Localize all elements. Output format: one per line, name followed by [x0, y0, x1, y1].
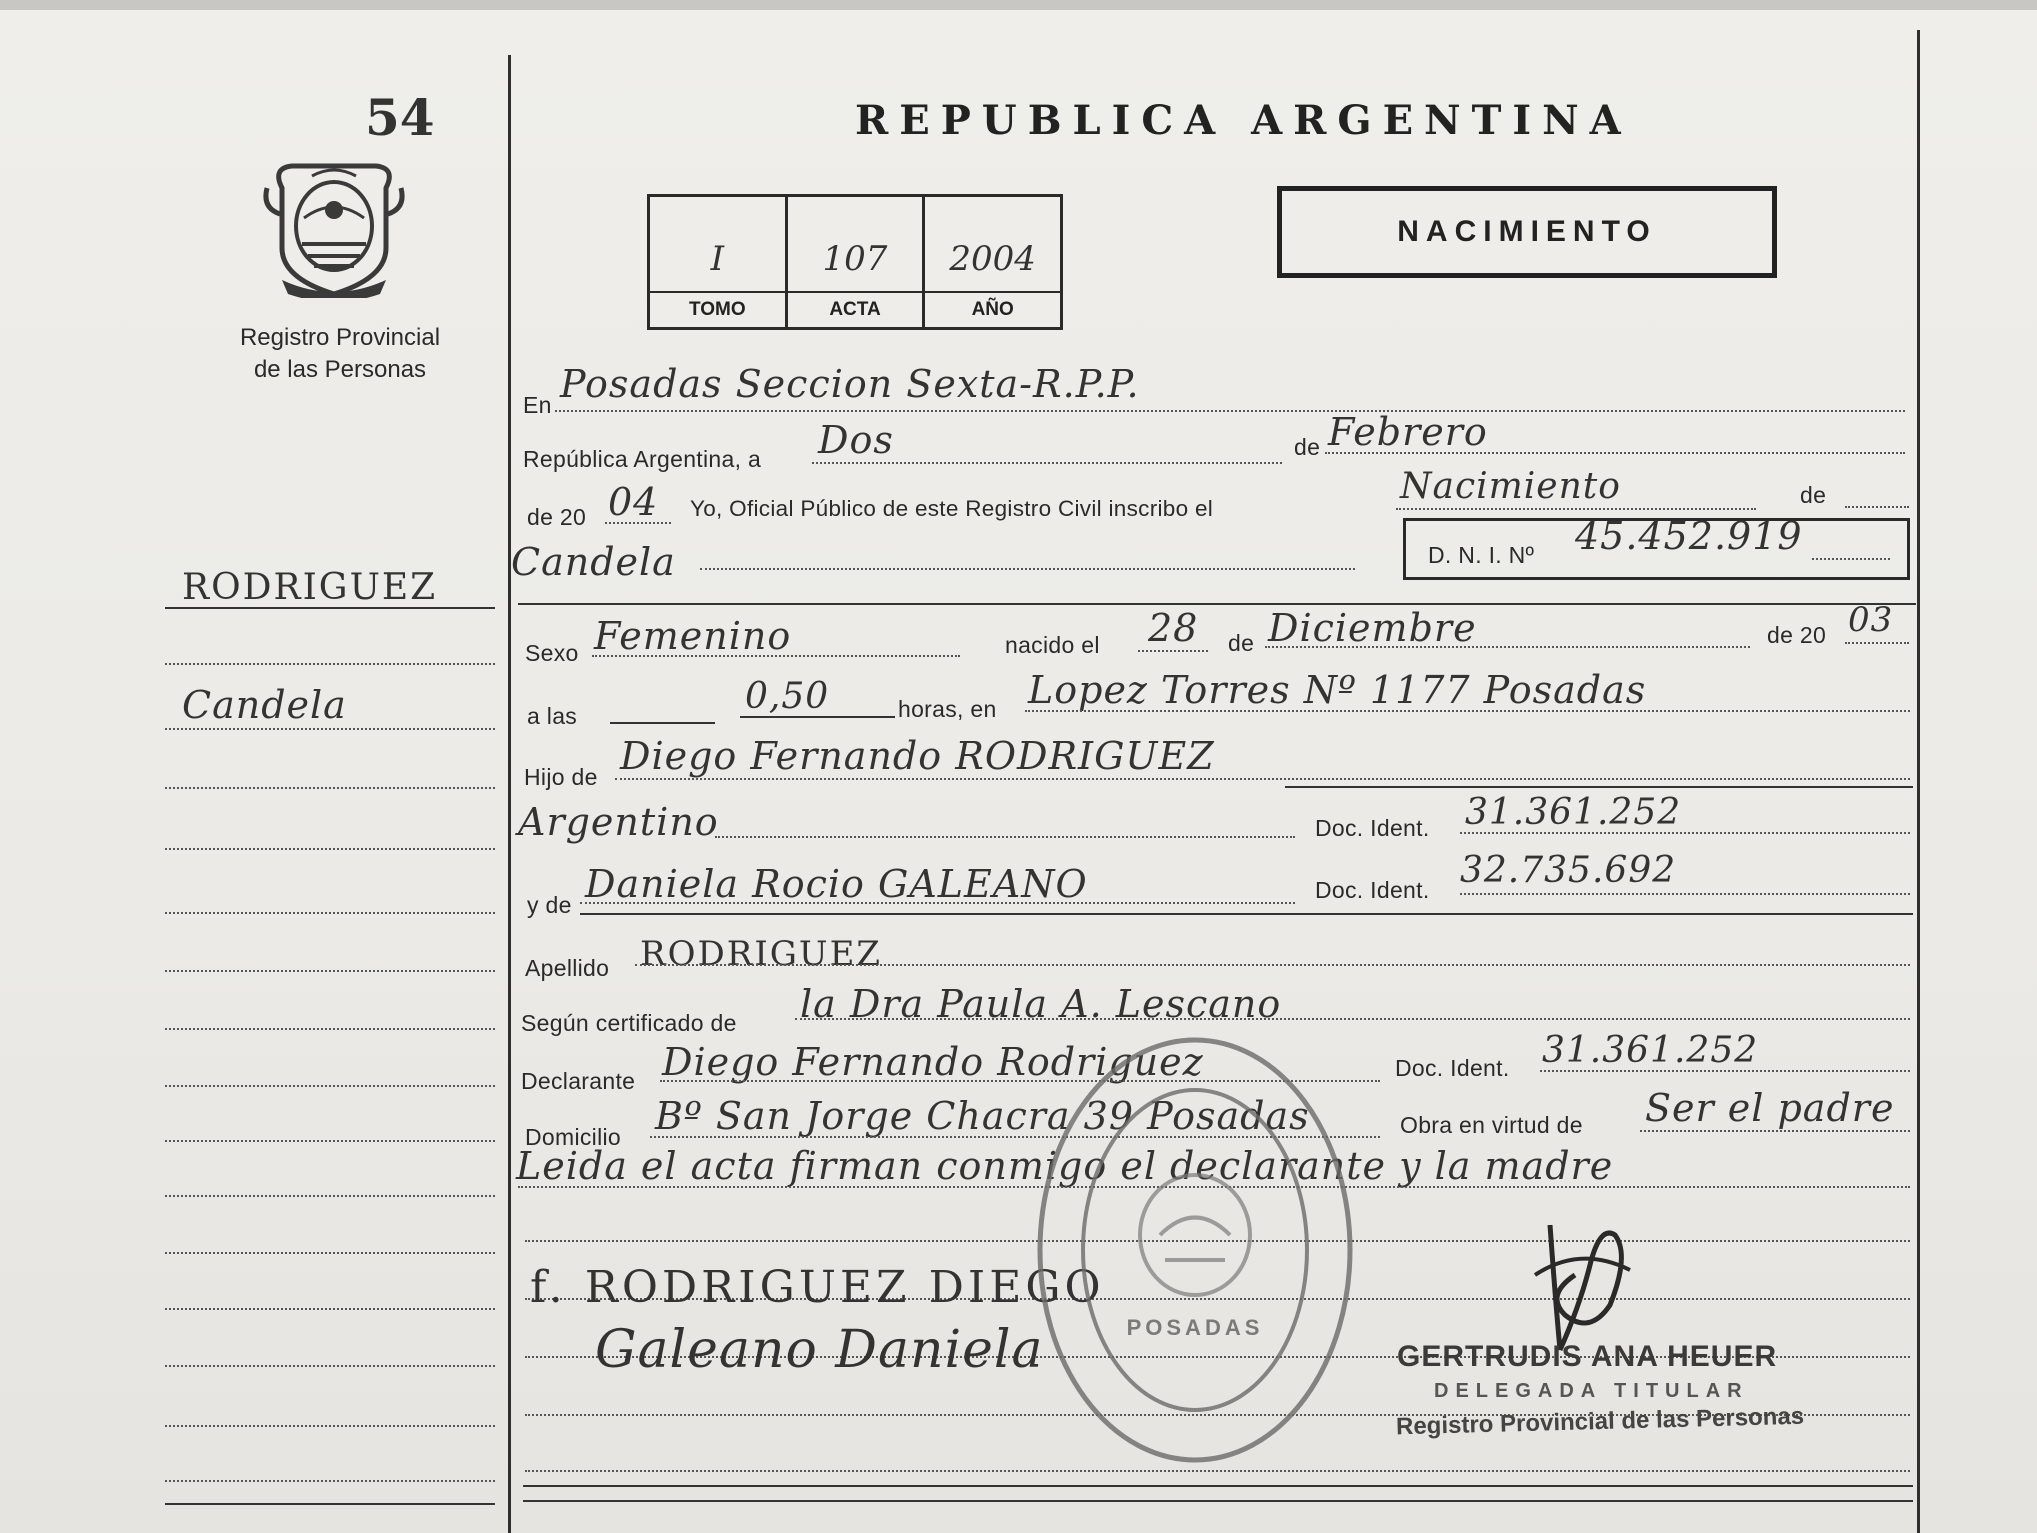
- doc-madre-label: Doc. Ident.: [1315, 877, 1430, 903]
- republica-label: República Argentina, a: [523, 446, 762, 472]
- dni-line: [1812, 558, 1890, 560]
- nombre-line: [700, 568, 1355, 570]
- body-line: [525, 1470, 1910, 1472]
- margin-line: [165, 1195, 495, 1197]
- firma-padre: f. RODRIGUEZ DIEGO: [530, 1262, 1105, 1313]
- nombre-value: Candela: [511, 540, 676, 584]
- official-registry: Registro Provincial de las Personas: [1395, 1402, 1805, 1441]
- apellido-value: RODRIGUEZ: [640, 934, 883, 974]
- margin-line: [165, 787, 495, 789]
- sexo-value: Femenino: [594, 614, 792, 658]
- anio-line: [605, 522, 671, 524]
- obra-value: Ser el padre: [1645, 1086, 1895, 1130]
- dia-value: Dos: [818, 418, 894, 462]
- registry-heading: [200, 322, 480, 386]
- domicilio-value: Bº San Jorge Chacra 39 Posadas: [655, 1094, 1310, 1138]
- domicilio-label: Domicilio: [525, 1124, 621, 1150]
- horas-en-value: Lopez Torres Nº 1177 Posadas: [1028, 668, 1647, 712]
- y-de-line: [580, 902, 1295, 904]
- mes-nac-label: de: [1228, 630, 1255, 656]
- tomo-label: TOMO: [650, 291, 785, 327]
- margin-line: [165, 1425, 495, 1427]
- dni-label: D. N. I. Nº: [1428, 542, 1535, 568]
- hijo-de-value: Diego Fernando RODRIGUEZ: [620, 734, 1215, 778]
- margin-line: [165, 970, 495, 972]
- doc-padre-label: Doc. Ident.: [1315, 815, 1430, 841]
- margin-line: [165, 1028, 495, 1030]
- doc-padre-line: [1460, 832, 1910, 834]
- en-value: Posadas Seccion Sexta-R.P.P.: [560, 362, 1140, 406]
- y-de-value: Daniela Rocio GALEANO: [585, 862, 1088, 906]
- nacionalidad-line: [715, 836, 1295, 838]
- a-las-value: 0,50: [745, 676, 830, 717]
- mes-nac-value: Diciembre: [1268, 606, 1477, 650]
- acta-cell: [788, 197, 926, 327]
- margin-line: [165, 912, 495, 914]
- doc-madre-value: 32.735.692: [1460, 850, 1677, 891]
- de-suffix-line: [1845, 506, 1909, 508]
- page-top-edge: [0, 0, 2037, 10]
- apellido-line: [635, 964, 1910, 966]
- doc-declarante-label: Doc. Ident.: [1395, 1055, 1510, 1081]
- sexo-line: [592, 655, 960, 657]
- de-suffix-label: de: [1800, 482, 1827, 508]
- dia-line: [812, 462, 1282, 464]
- official-name: GERTRUDIS ANA HEUER: [1397, 1340, 1778, 1373]
- margin-line: [165, 607, 495, 609]
- provincia-misiones-emblem-icon: [262, 148, 406, 298]
- margin-line: [165, 1480, 495, 1482]
- hijo-de-underline: [1285, 786, 1913, 788]
- margin-line: [165, 1365, 495, 1367]
- margin-line: [165, 1252, 495, 1254]
- doc-declarante-line: [1540, 1070, 1910, 1072]
- anio-cell: [925, 197, 1060, 327]
- anio-nac-value: 03: [1848, 600, 1894, 640]
- anio-nac-line: [1845, 642, 1909, 644]
- hijo-de-line: [615, 778, 1910, 780]
- page-number: 54: [365, 88, 435, 147]
- margin-line: [165, 1140, 495, 1142]
- mes-label: de: [1294, 434, 1321, 460]
- anio-suffix-value: 04: [608, 480, 659, 524]
- official-role: DELEGADA TITULAR: [1434, 1380, 1749, 1402]
- margin-line: [165, 1085, 495, 1087]
- stamp-city: POSADAS: [1126, 1315, 1264, 1340]
- margin-apellido: RODRIGUEZ: [182, 567, 438, 608]
- a-las-value-line: [740, 716, 895, 718]
- acta-label: ACTA: [788, 291, 923, 327]
- tomo-acta-anio-table: [647, 194, 1063, 330]
- leida-value: Leida el acta firman conmigo el declarante y la madre: [516, 1144, 1614, 1188]
- nacido-label: nacido el: [1005, 632, 1100, 658]
- bottom-rule: [523, 1485, 1913, 1487]
- obra-line: [1640, 1130, 1910, 1132]
- nacido-value: 28: [1148, 606, 1199, 650]
- dni-value: 45.452.919: [1575, 514, 1803, 558]
- mes-nac-line: [1265, 646, 1750, 648]
- margin-nombre: Candela: [182, 683, 347, 727]
- registry-line1: Registro Provincial: [239, 324, 441, 351]
- apellido-label: Apellido: [525, 955, 610, 981]
- document-title: REPUBLICA ARGENTINA: [855, 97, 1632, 144]
- nacido-line: [1138, 650, 1208, 652]
- sexo-label: Sexo: [525, 640, 579, 666]
- margin-line: [165, 728, 495, 730]
- inscribo-value: Nacimiento: [1400, 466, 1621, 507]
- a-las-line: [610, 722, 715, 724]
- acta-value: 107: [822, 239, 888, 279]
- en-line: [555, 410, 1905, 412]
- firma-madre: Galeano Daniela: [595, 1320, 1044, 1380]
- hijo-de-label: Hijo de: [524, 764, 598, 790]
- horas-en-label: horas, en: [898, 696, 997, 722]
- anio-nac-label: de 20: [1767, 622, 1827, 648]
- mes-value: Febrero: [1328, 410, 1488, 454]
- margin-line: [165, 663, 495, 665]
- official-signature-icon: [1520, 1205, 1640, 1355]
- certificado-value: la Dra Paula A. Lescano: [800, 982, 1282, 1026]
- tomo-value: I: [710, 239, 725, 279]
- doc-padre-value: 31.361.252: [1465, 792, 1682, 833]
- left-column-divider: [508, 55, 511, 1533]
- nacionalidad-padre-value: Argentino: [518, 800, 719, 844]
- y-de-label: y de: [527, 892, 572, 918]
- inscribo-label: Yo, Oficial Público de este Registro Civil inscribo el: [690, 496, 1214, 521]
- en-label: En: [523, 392, 552, 418]
- declarante-label: Declarante: [521, 1068, 636, 1094]
- right-border-line: [1917, 30, 1920, 1533]
- doc-madre-line: [1460, 893, 1910, 895]
- anio-value: 2004: [949, 239, 1036, 279]
- horas-en-line: [1025, 710, 1910, 712]
- registry-line2: de las Personas: [253, 356, 427, 383]
- margin-line: [165, 1503, 495, 1505]
- declarante-value: Diego Fernando Rodriguez: [662, 1040, 1204, 1084]
- margin-line: [165, 1308, 495, 1310]
- anio-label: AÑO: [925, 291, 1060, 327]
- certificado-label: Según certificado de: [521, 1010, 737, 1036]
- doc-declarante-value: 31.361.252: [1542, 1030, 1759, 1071]
- acta-type-box: NACIMIENTO: [1277, 186, 1777, 278]
- bottom-rule: [523, 1500, 1913, 1502]
- margin-line: [165, 848, 495, 850]
- a-las-label: a las: [527, 703, 578, 729]
- section-divider: [518, 603, 1916, 605]
- y-de-underline: [580, 913, 1913, 915]
- obra-label: Obra en virtud de: [1400, 1112, 1583, 1138]
- registro-seal-stamp-icon: [1030, 1030, 1360, 1470]
- mes-line: [1325, 452, 1905, 454]
- certificado-line: [795, 1018, 1910, 1020]
- anio-prefix-label: de 20: [527, 504, 587, 530]
- tomo-cell: [650, 197, 788, 327]
- inscribo-line: [1396, 508, 1756, 510]
